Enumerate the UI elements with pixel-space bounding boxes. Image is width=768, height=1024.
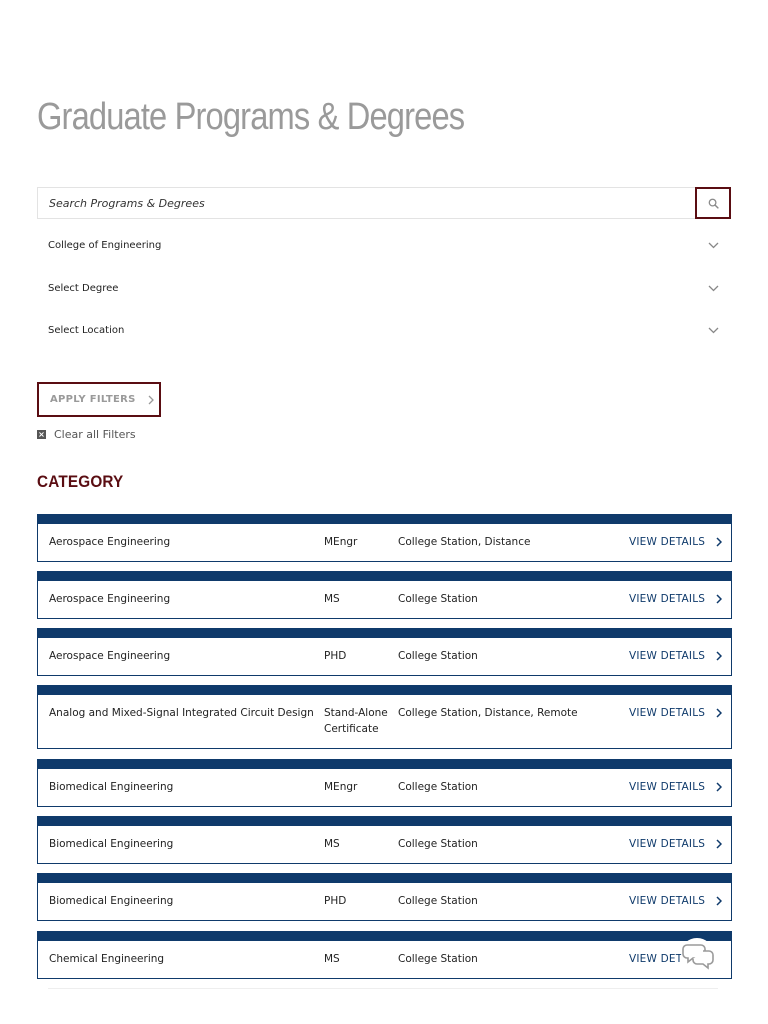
- program-row: [37, 816, 732, 864]
- location-select-label: Select Location: [48, 324, 125, 336]
- program-location: College Station: [398, 593, 478, 605]
- view-details-link[interactable]: [629, 893, 722, 909]
- program-location: College Station: [398, 781, 478, 793]
- chat-bubbles-icon[interactable]: [679, 937, 719, 973]
- search-icon: [708, 198, 719, 209]
- view-details-link[interactable]: [629, 534, 722, 550]
- degree-select-label: Select Degree: [48, 282, 119, 294]
- view-details-link[interactable]: [629, 836, 722, 852]
- view-details-label: VIEW DET: [629, 953, 683, 965]
- apply-filters-button[interactable]: [37, 382, 161, 417]
- search-button[interactable]: [695, 187, 731, 219]
- chevron-right-icon: [716, 594, 722, 604]
- program-row: [37, 931, 732, 979]
- search-bar: [37, 187, 731, 219]
- view-details-link[interactable]: [629, 951, 682, 967]
- view-details-link[interactable]: [629, 779, 722, 795]
- program-location: College Station, Distance: [398, 536, 531, 548]
- chevron-down-icon: [708, 242, 719, 249]
- program-name: Biomedical Engineering: [49, 838, 174, 850]
- program-row: [37, 685, 732, 749]
- program-name: Biomedical Engineering: [49, 895, 174, 907]
- college-select[interactable]: [37, 230, 731, 260]
- program-degree: MEngr: [324, 781, 358, 793]
- degree-select[interactable]: [37, 273, 731, 303]
- program-degree: MS: [324, 953, 340, 965]
- program-degree: MS: [324, 593, 340, 605]
- view-details-link[interactable]: [629, 591, 722, 607]
- program-row: [37, 628, 732, 676]
- program-degree: Stand-Alone Certificate: [324, 707, 388, 735]
- chevron-right-icon: [716, 839, 722, 849]
- program-name: Aerospace Engineering: [49, 536, 171, 548]
- view-details-label: VIEW DETAILS: [629, 536, 706, 548]
- program-name: Biomedical Engineering: [49, 781, 174, 793]
- program-location: College Station: [398, 895, 478, 907]
- college-select-label: College of Engineering: [48, 239, 162, 251]
- clear-filters-link[interactable]: [37, 428, 136, 441]
- view-details-link[interactable]: [629, 705, 722, 721]
- view-details-label: VIEW DETAILS: [629, 781, 706, 793]
- apply-filters-label: APPLY FILTERS: [50, 394, 136, 405]
- program-row: [37, 873, 732, 921]
- program-row: [37, 571, 732, 619]
- chevron-right-icon: [716, 896, 722, 906]
- program-degree: MEngr: [324, 536, 358, 548]
- chevron-right-icon: [716, 537, 722, 547]
- program-row: [37, 759, 732, 807]
- divider: [48, 988, 718, 989]
- program-location: College Station: [398, 650, 478, 662]
- close-box-icon: ×: [38, 430, 45, 439]
- view-details-label: VIEW DETAILS: [629, 838, 706, 850]
- program-name: Aerospace Engineering: [49, 593, 171, 605]
- view-details-label: VIEW DETAILS: [629, 707, 706, 719]
- chevron-right-icon: [716, 708, 722, 718]
- view-details-link[interactable]: [629, 648, 722, 664]
- location-select[interactable]: [37, 315, 731, 345]
- program-location: College Station: [398, 838, 478, 850]
- chevron-right-icon: [716, 651, 722, 661]
- search-input[interactable]: [38, 188, 693, 218]
- chevron-right-icon: [148, 395, 154, 405]
- page-title: Graduate Programs & Degrees: [37, 96, 465, 138]
- chevron-down-icon: [708, 327, 719, 334]
- clear-filters-label: Clear all Filters: [54, 428, 136, 441]
- view-details-label: VIEW DETAILS: [629, 650, 706, 662]
- view-details-label: VIEW DETAILS: [629, 895, 706, 907]
- program-degree: PHD: [324, 895, 347, 907]
- category-heading: CATEGORY: [37, 472, 124, 491]
- program-degree: PHD: [324, 650, 347, 662]
- program-name: Analog and Mixed-Signal Integrated Circuit Design: [49, 707, 314, 719]
- program-location: College Station, Distance, Remote: [398, 707, 578, 719]
- program-name: Aerospace Engineering: [49, 650, 171, 662]
- chevron-down-icon: [708, 285, 719, 292]
- program-row: [37, 514, 732, 562]
- program-name: Chemical Engineering: [49, 953, 165, 965]
- program-degree: MS: [324, 838, 340, 850]
- program-location: College Station: [398, 953, 478, 965]
- chevron-right-icon: [716, 782, 722, 792]
- view-details-label: VIEW DETAILS: [629, 593, 706, 605]
